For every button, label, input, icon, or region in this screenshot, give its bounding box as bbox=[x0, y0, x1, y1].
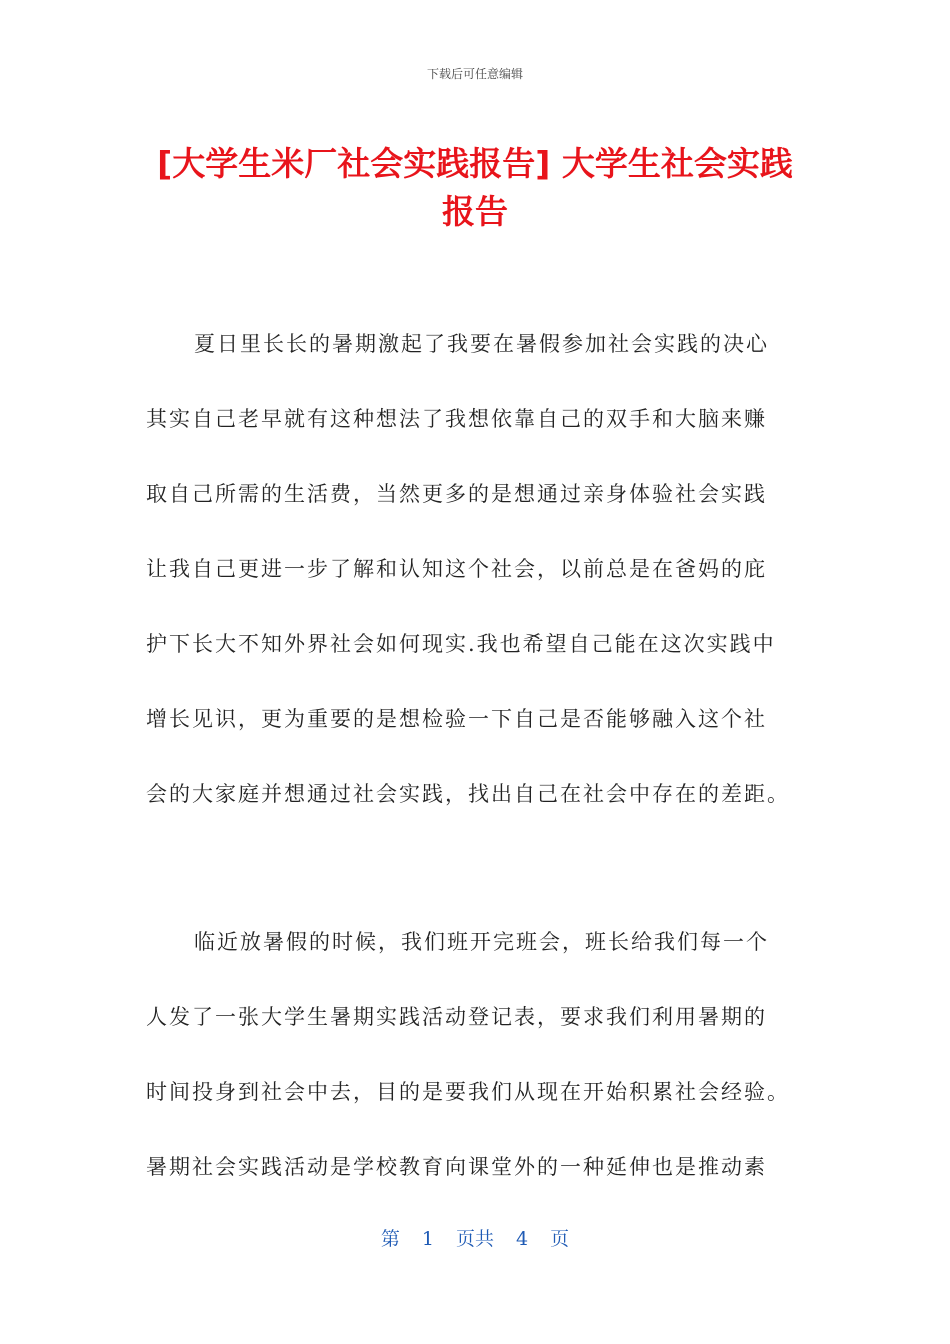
paragraph-line: 增长见识，更为重要的是想检验一下自己是否能够融入这个社 bbox=[146, 707, 767, 731]
paragraph-line: 时间投身到社会中去，目的是要我们从现在开始积累社会经验。 bbox=[146, 1080, 790, 1104]
document-title bbox=[140, 140, 810, 236]
footer-page-number: 1 bbox=[421, 1228, 434, 1250]
footer-prefix: 第 bbox=[380, 1228, 400, 1250]
page-footer bbox=[0, 1226, 950, 1252]
paragraph-line: 护下长大不知外界社会如何现实.我也希望自己能在这次实践中 bbox=[146, 632, 776, 656]
footer-suffix: 页 bbox=[550, 1228, 570, 1250]
paragraph-line: 其实自己老早就有这种想法了我想依靠自己的双手和大脑来赚 bbox=[146, 407, 767, 431]
page-header: 下载后可任意编辑 bbox=[426, 67, 523, 81]
paragraph-line: 会的大家庭并想通过社会实践，找出自己在社会中存在的差距。 bbox=[146, 782, 790, 806]
paragraph-2 bbox=[146, 905, 806, 1205]
title-line-1: [大学生米厂社会实践报告] 大学生社会实践 bbox=[157, 144, 793, 183]
paragraph-line: 夏日里长长的暑期激起了我要在暑假参加社会实践的决心 bbox=[194, 332, 769, 356]
paragraph-line: 让我自己更进一步了解和认知这个社会，以前总是在爸妈的庇 bbox=[146, 557, 767, 581]
paragraph-line: 人发了一张大学生暑期实践活动登记表，要求我们利用暑期的 bbox=[146, 1005, 767, 1029]
footer-middle: 页共 bbox=[455, 1228, 494, 1250]
paragraph-line: 取自己所需的生活费，当然更多的是想通过亲身体验社会实践 bbox=[146, 482, 767, 506]
paragraph-line: 临近放暑假的时候，我们班开完班会，班长给我们每一个 bbox=[194, 930, 769, 954]
paragraph-line: 暑期社会实践活动是学校教育向课堂外的一种延伸也是推动素 bbox=[146, 1155, 767, 1179]
footer-total-pages: 4 bbox=[516, 1228, 529, 1250]
paragraph-1 bbox=[146, 307, 806, 832]
title-line-2: 报告 bbox=[442, 192, 508, 231]
